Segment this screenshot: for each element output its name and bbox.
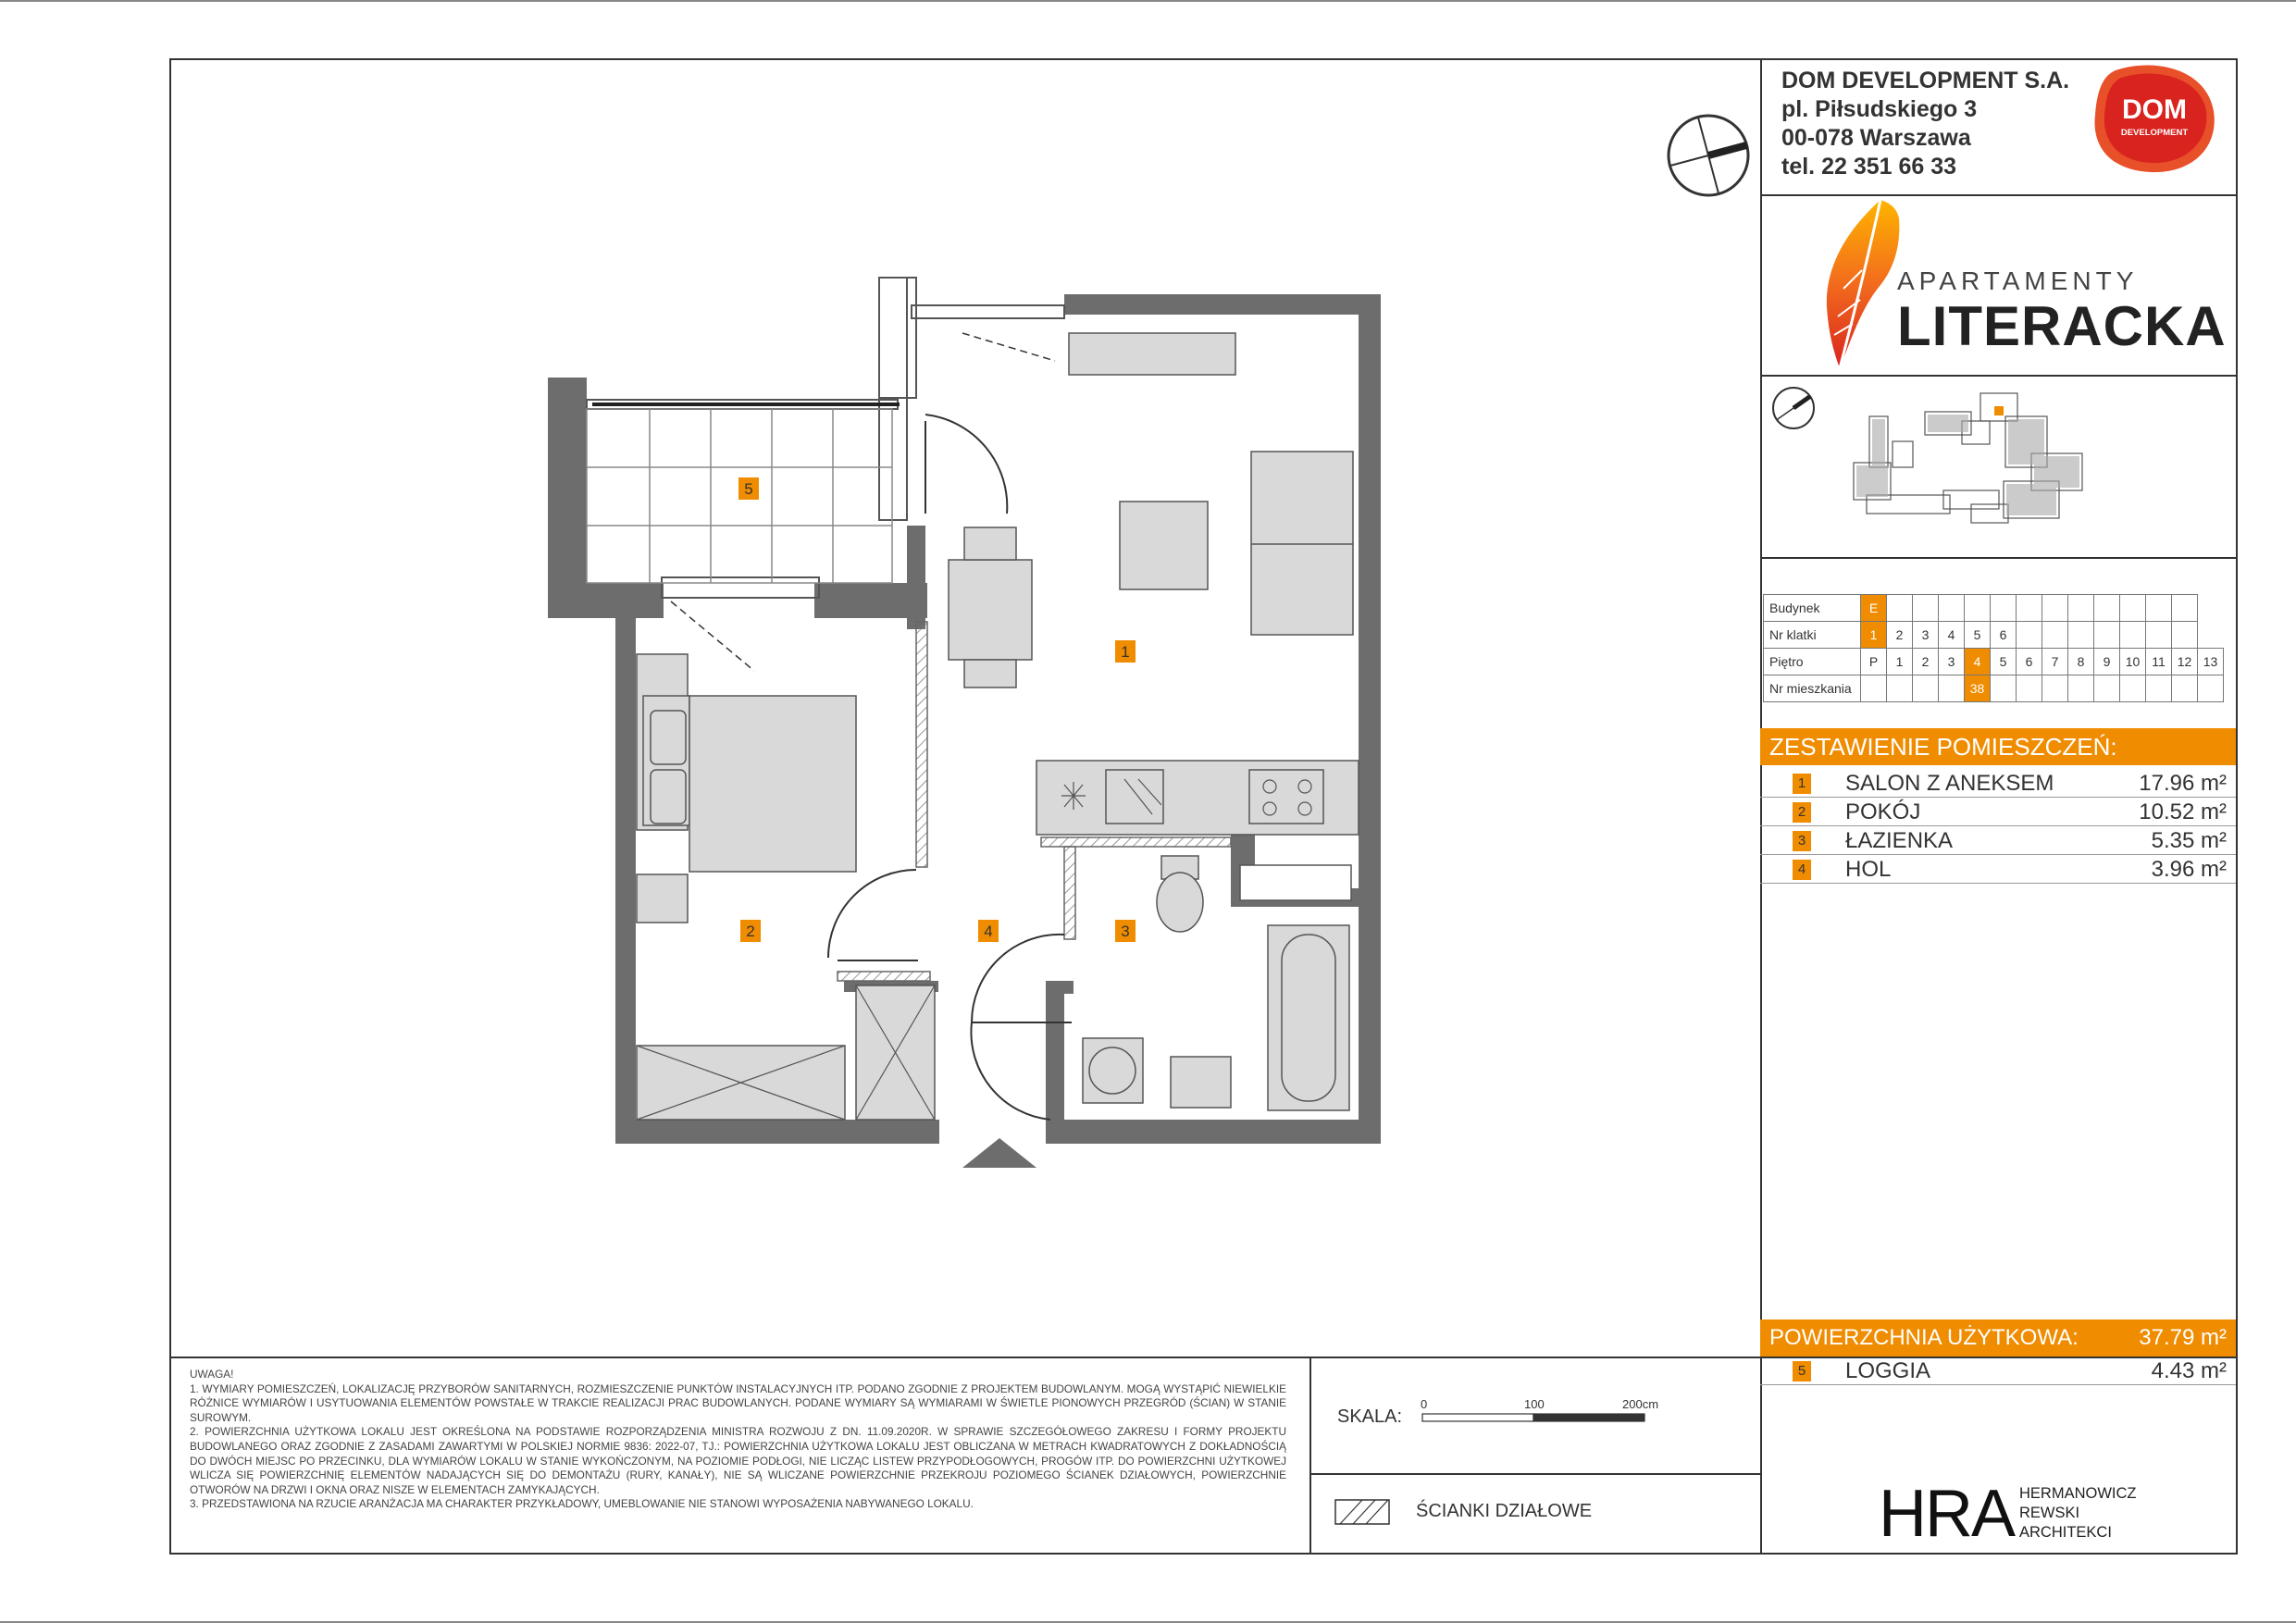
room-label: 2 (746, 923, 755, 940)
mieszkanie-value: 38 (1965, 675, 1991, 702)
dom-logo-subtext: DEVELOPMENT (2120, 128, 2189, 138)
loggia-number: 5 (1793, 1361, 1811, 1381)
pietro-cell: 8 (2068, 649, 2094, 675)
company-street: pl. Piłsudskiego 3 (1781, 96, 1978, 122)
room-name: POKÓJ (1845, 799, 1921, 824)
dom-logo-text: DOM (2122, 94, 2187, 125)
pietro-cell: 11 (2146, 649, 2172, 675)
brand-line2: LITERACKA (1897, 295, 2227, 357)
room-label: 4 (984, 923, 993, 940)
architect-line: ARCHITEKCI (2019, 1524, 2112, 1541)
budynek-value: E (1861, 595, 1887, 622)
klatka-cell: 3 (1913, 622, 1939, 649)
room-number: 2 (1793, 802, 1811, 823)
klatka-cell: 6 (1991, 622, 2017, 649)
company-city: 00-078 Warszawa (1781, 125, 1971, 151)
furniture (637, 333, 1359, 1120)
room-name: HOL (1845, 857, 1892, 882)
room-area: 17.96 m² (2139, 771, 2227, 796)
room-name: ŁAZIENKA (1845, 828, 1954, 853)
architect-logo-text: HRA (1879, 1477, 2015, 1551)
pietro-cell: 7 (2042, 649, 2068, 675)
legend-label: ŚCIANKI DZIAŁOWE (1416, 1501, 1593, 1521)
total-area-label: POWIERZCHNIA UŻYTKOWA: (1769, 1325, 2079, 1350)
note-item: 3. PRZEDSTAWIONA NA RZUCIE ARANŻACJA MA CHARAKTER PRZYKŁADOWY, UMEBLOWANIE NIE STANOWI WYPOSAŻENIA NABYWANEGO LOKALU. (190, 1497, 974, 1511)
loggia-area: 4.43 m² (2151, 1358, 2227, 1383)
room-area: 10.52 m² (2139, 799, 2227, 824)
room-number: 1 (1793, 774, 1811, 794)
loggia-name: LOGGIA (1845, 1358, 1931, 1383)
scale-label: SKALA: (1337, 1406, 1403, 1427)
klatki-label: Nr klatki (1764, 622, 1861, 649)
pietro-cell: 12 (2172, 649, 2198, 675)
compass-icon (1669, 116, 1748, 195)
klatka-cell: 2 (1887, 622, 1913, 649)
pietro-cell: 9 (2094, 649, 2120, 675)
pietro-cell: 2 (1913, 649, 1939, 675)
company-phone: tel. 22 351 66 33 (1781, 154, 1957, 180)
brand-line1: APARTAMENTY (1897, 266, 2139, 295)
room-label: 5 (744, 480, 753, 498)
pietro-cell: 5 (1991, 649, 2017, 675)
pietro-cell: 6 (2017, 649, 2042, 675)
company-name: DOM DEVELOPMENT S.A. (1781, 68, 2070, 93)
notes-title: UWAGA! (190, 1368, 234, 1381)
room-area: 3.96 m² (2151, 857, 2227, 882)
total-area-value: 37.79 m² (2139, 1325, 2227, 1350)
mieszkanie-label: Nr mieszkania (1764, 675, 1861, 702)
note-item: 1. WYMIARY POMIESZCZEŃ, LOKALIZACJĘ PRZYBORÓW SANITARNYCH, ROZMIESZCZENIE PUNKTÓW INSTALACYJNYCH ITP. PODANO ZGODNIE Z PROJEKTEM BUDOWLANYM. MOGĄ WYSTĄPIĆ NIEWIELKIE RÓŻNICE WYMIARÓW I USYTUOWANIA ELEMENTÓW POWSTAŁE W TRAKCIE REALIZACJI PRAC BUDOWLANYCH. PODANE WYMIARY SĄ WYMIARAMI W ŚWIETLE PIONOWYCH PRZEGRÓD (ŚCIAN) W STANIE SUROWYM. (190, 1381, 1286, 1424)
pietro-cell: 4 (1965, 649, 1991, 675)
klatka-cell: 1 (1861, 622, 1887, 649)
pietro-cell: 10 (2120, 649, 2146, 675)
pietro-label: Piętro (1764, 649, 1861, 675)
klatka-cell: 5 (1965, 622, 1991, 649)
room-area: 5.35 m² (2151, 828, 2227, 853)
architect-line: HERMANOWICZ (2019, 1485, 2137, 1502)
pietro-cell: 13 (2198, 649, 2224, 675)
budynek-label: Budynek (1764, 595, 1861, 622)
room-label: 1 (1121, 643, 1130, 661)
room-number: 4 (1793, 860, 1811, 880)
pietro-cell: 3 (1939, 649, 1965, 675)
room-label: 3 (1121, 923, 1130, 940)
scale-tick: 200cm (1622, 1397, 1659, 1411)
note-item: 2. POWIERZCHNIA UŻYTKOWA LOKALU JEST OKREŚLONA NA PODSTAWIE ROZPORZĄDZENIA MINISTRA ROZWOJU Z DN. 11.09.2020R. W SPRAWIE SZCZEGÓŁOWEGO ZAKRESU I FORMY PROJEKTU BUDOWLANEGO ORAZ ZGODNIE Z ZASADAMI ZAWARTYMI W POLSKIEJ NORMIE 9836: 2022-07, TJ.: POWIERZCHNIA UŻYTKOWA LOKALU JEST OBLICZANA W METRACH KWADRATOWYCH Z DOKŁADNOŚCIĄ DO DWÓCH MIEJSC PO PRZECINKU, DLA WYMIARÓW LOKALU W STANIE WYKOŃCZONYM, NA POZIOMIE PODŁOGI, NIE LICZĄC LISTEW PRZYPODŁOGOWYCH, PROGÓW ITP. DO POWIERZCHNI UŻYTKOWEJ WLICZA SIĘ POWIERZCHNIĘ ELEMENTÓW NADAJĄCYCH SIĘ DO DEMONTAŻU (RURY, KANAŁY), NIE SĄ WLICZANE POWIERZCHNIE PRZEKROJU POZIOMEGO ŚCIANEK DZIAŁOWYCH, POWIERZCHNIE OTWORÓW NA DRZWI I OKNA ORAZ NISZE W ELEMENTACH ZAMYKAJĄCYCH. (190, 1425, 1286, 1496)
scale-tick: 0 (1421, 1397, 1428, 1411)
entrance-arrow-icon (962, 1138, 1036, 1168)
pietro-cell: P (1861, 649, 1887, 675)
architect-line: REWSKI (2019, 1505, 2080, 1521)
klatka-cell: 4 (1939, 622, 1965, 649)
room-number: 3 (1793, 831, 1811, 851)
pietro-cell: 1 (1887, 649, 1913, 675)
scale-tick: 100 (1524, 1397, 1545, 1411)
rooms-title: ZESTAWIENIE POMIESZCZEŃ: (1760, 728, 2236, 765)
room-name: SALON Z ANEKSEM (1845, 771, 2054, 796)
